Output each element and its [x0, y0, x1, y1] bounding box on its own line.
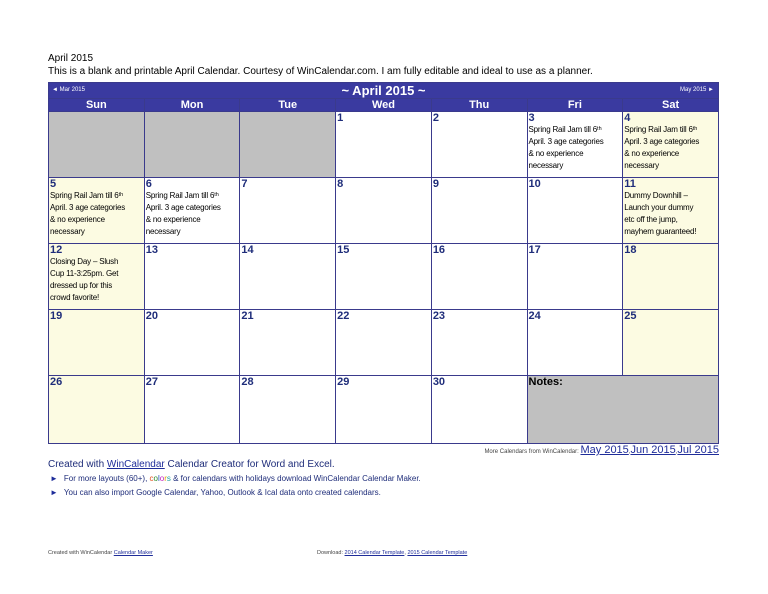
day-cell[interactable]: [240, 244, 336, 310]
event-text: Launch your dummy: [624, 203, 694, 213]
more-calendars: More Calendars from WinCalendar: May 2015,Jun 2015,Jul 2015: [484, 444, 719, 456]
day-number: 18: [624, 244, 637, 257]
day-number: 14: [241, 244, 254, 257]
event-text: April. 3 age categories: [50, 203, 126, 213]
arrow-right-icon: ►: [50, 474, 58, 483]
event-text: dressed up for this: [50, 281, 113, 291]
day-cell[interactable]: [336, 376, 432, 444]
doc-subtitle: This is a blank and printable April Calendar. Courtesy of WinCalendar.com. I am fully editable and ideal to use as a planner.: [48, 66, 593, 77]
day-number: 15: [337, 244, 350, 257]
notes-cell[interactable]: [527, 376, 718, 444]
event-text: April. 3 age categories: [145, 203, 221, 213]
day-number: 3: [528, 112, 535, 125]
day-number: 20: [145, 310, 158, 323]
footer-left-text: Created with WinCalendar: [48, 550, 114, 556]
bullet-layouts-text-b: & for calendars with holidays download WinCalendar Calendar Maker.: [170, 474, 421, 483]
event-text: & no experience: [528, 149, 584, 159]
day-cell[interactable]: [336, 310, 432, 376]
day-cell[interactable]: [431, 112, 527, 178]
month-title: ~ April 2015 ~: [341, 83, 426, 99]
day-number: 6: [145, 178, 152, 191]
event-text: & no experience: [145, 215, 201, 225]
day-number: 13: [145, 244, 158, 257]
bullet-layouts-text-a: For more layouts (60+),: [63, 474, 150, 483]
day-number: 29: [337, 376, 350, 389]
day-cell[interactable]: [240, 178, 336, 244]
notes-label: Notes:: [528, 376, 563, 389]
footer-left: [48, 550, 153, 556]
day-number: 21: [241, 310, 254, 323]
day-number: 11: [624, 178, 636, 191]
day-cell[interactable]: [431, 244, 527, 310]
template-2014-link[interactable]: 2014 Calendar Template: [344, 550, 405, 556]
day-number: 25: [624, 310, 637, 323]
day-number: 28: [241, 376, 254, 389]
bullet-layouts: [50, 474, 421, 483]
day-number: 5: [50, 178, 57, 191]
day-number: 10: [528, 178, 541, 191]
day-cell[interactable]: [49, 310, 145, 376]
day-number: 19: [50, 310, 63, 323]
day-cell[interactable]: [240, 310, 336, 376]
week-row: [49, 244, 719, 310]
day-number: 27: [145, 376, 158, 389]
event-text: April. 3 age categories: [624, 137, 700, 147]
day-number: 22: [337, 310, 350, 323]
weekday-header: Tue: [240, 99, 336, 112]
event-text: necessary: [624, 161, 659, 171]
event-text: necessary: [145, 227, 181, 237]
calendar-table: [48, 82, 719, 444]
bullet-import: [50, 488, 381, 497]
day-cell[interactable]: [144, 376, 240, 444]
event-text: etc off the jump,: [624, 215, 678, 225]
doc-title: April 2015: [48, 53, 94, 64]
day-cell[interactable]: [144, 178, 240, 244]
day-cell[interactable]: [49, 112, 145, 178]
weekday-header: Fri: [527, 99, 623, 112]
colors-letter: o: [153, 474, 158, 483]
day-number: 17: [528, 244, 541, 257]
week-row: [49, 112, 719, 178]
day-number: 4: [624, 112, 631, 125]
day-cell[interactable]: [336, 178, 432, 244]
wincalendar-link[interactable]: WinCalendar: [106, 459, 165, 470]
day-cell[interactable]: [240, 112, 336, 178]
day-cell[interactable]: [240, 376, 336, 444]
colors-letter: o: [159, 474, 165, 483]
colors-letter: r: [164, 474, 167, 483]
day-cell[interactable]: [527, 112, 623, 178]
event-text: & no experience: [50, 215, 105, 225]
weekday-header: Sat: [623, 99, 719, 112]
event-text: Closing Day – Slush: [50, 257, 119, 267]
event-text: Spring Rail Jam till 6ᵗʰ: [145, 191, 219, 201]
event-text: Spring Rail Jam till 6ᵗʰ: [50, 191, 123, 201]
weekday-header: Thu: [431, 99, 527, 112]
event-text: Spring Rail Jam till 6ᵗʰ: [528, 125, 602, 135]
day-number: 30: [432, 376, 446, 389]
day-cell[interactable]: [623, 178, 719, 244]
day-number: 26: [50, 376, 63, 389]
calendar-maker-link[interactable]: Calendar Maker: [113, 550, 153, 556]
bullet-import-text: You can also import Google Calendar, Yahoo, Outlook & Ical data onto created calendars.: [63, 488, 381, 497]
day-cell[interactable]: [144, 244, 240, 310]
day-cell[interactable]: [49, 178, 145, 244]
link-jul-2015[interactable]: Jul 2015: [677, 444, 719, 456]
day-cell[interactable]: [336, 112, 432, 178]
day-cell[interactable]: [527, 244, 623, 310]
created-prefix: Created with: [48, 459, 107, 470]
event-text: mayhem guaranteed!: [624, 227, 697, 237]
week-row: [49, 310, 719, 376]
event-text: Dummy Downhill –: [624, 191, 688, 201]
more-calendars-label: More Calendars from WinCalendar:: [484, 449, 579, 455]
day-cell[interactable]: [144, 310, 240, 376]
week-row: [49, 376, 719, 444]
event-text: necessary: [50, 227, 85, 237]
day-cell[interactable]: [144, 112, 240, 178]
template-2015-link[interactable]: 2015 Calendar Template: [407, 550, 468, 556]
day-cell[interactable]: [623, 310, 719, 376]
day-cell[interactable]: [49, 244, 145, 310]
day-cell[interactable]: [623, 244, 719, 310]
day-cell[interactable]: [431, 376, 527, 444]
created-with: [48, 459, 335, 470]
day-cell[interactable]: [431, 178, 527, 244]
week-row: [49, 178, 719, 244]
event-text: April. 3 age categories: [528, 137, 604, 147]
day-cell[interactable]: [527, 310, 623, 376]
day-cell[interactable]: [623, 112, 719, 178]
day-number: 1: [337, 112, 344, 125]
arrow-right-icon: ►: [50, 488, 58, 497]
footer-right: [317, 550, 467, 556]
weekday-header: Sun: [49, 99, 145, 112]
day-cell[interactable]: [49, 376, 145, 444]
event-text: necessary: [528, 161, 564, 171]
prev-month-link[interactable]: ◄ Mar 2015: [52, 87, 85, 94]
day-number: 24: [528, 310, 541, 323]
colors-letter: c: [149, 474, 154, 483]
day-cell[interactable]: [431, 310, 527, 376]
link-may-2015[interactable]: May 2015: [580, 444, 629, 456]
event-text: Spring Rail Jam till 6ᵗʰ: [624, 125, 698, 135]
colors-letter: s: [166, 474, 171, 483]
footer-right-text: Download:: [317, 550, 345, 556]
footer-sep: ,: [404, 550, 408, 556]
created-suffix: Calendar Creator for Word and Excel.: [164, 459, 335, 470]
weekday-header: Wed: [336, 99, 432, 112]
colors-letter: l: [157, 474, 160, 483]
day-number: 12: [50, 244, 63, 257]
day-cell[interactable]: [336, 244, 432, 310]
calendar-title-bar: [49, 83, 719, 99]
day-number: 7: [241, 178, 248, 191]
link-jun-2015[interactable]: Jun 2015: [630, 444, 676, 456]
event-text: & no experience: [624, 149, 680, 159]
day-number: 2: [432, 112, 439, 125]
next-month-link[interactable]: May 2015 ►: [680, 87, 714, 94]
day-number: 8: [337, 178, 344, 191]
day-cell[interactable]: [527, 178, 623, 244]
day-number: 16: [432, 244, 446, 257]
event-text: Cup 11-3:25pm. Get: [50, 269, 119, 279]
day-number: 23: [432, 310, 446, 323]
day-number: 9: [432, 178, 439, 191]
weekday-header: Mon: [144, 99, 240, 112]
event-text: crowd favorite!: [50, 293, 100, 303]
